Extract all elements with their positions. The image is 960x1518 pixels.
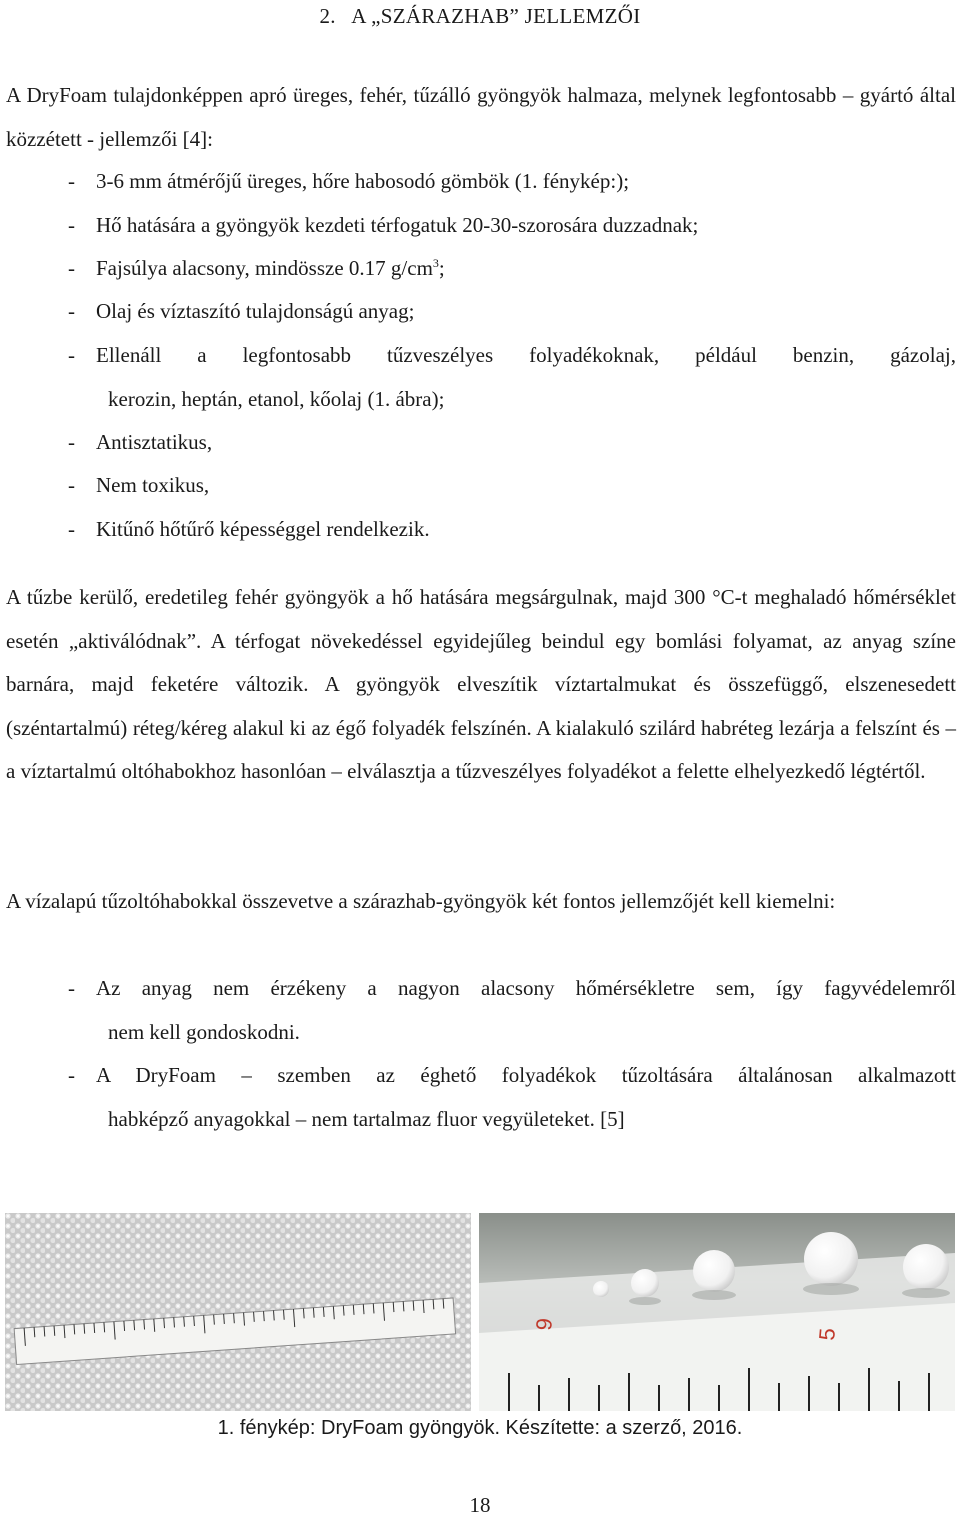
ruler-beads-image bbox=[479, 1213, 955, 1411]
foam-beads-photo bbox=[5, 1213, 471, 1411]
ruler-label: 9 bbox=[531, 1317, 558, 1332]
photo-caption: 1. fénykép: DryFoam gyöngyök. Készítette: a szerző, 2016. bbox=[217, 1417, 743, 1439]
bead-size-comparison-photo bbox=[479, 1213, 955, 1411]
ruler-label: 5 bbox=[814, 1327, 841, 1342]
section-heading: 2. A „SZÁRAZHAB” JELLEMZŐI bbox=[319, 4, 641, 28]
list-item: - Fajsúlya alacsony, mindössze 0.17 $g/cm^3$; bbox=[68, 256, 445, 280]
photo-figure bbox=[5, 1213, 955, 1411]
list-item: - Kitűnő hőtűrő képességgel rendelkezik. bbox=[68, 517, 430, 541]
list-item: - Hő hatására a gyöngyök kezdeti térfogatuk 20-30-szorosára duzzadnak; bbox=[68, 213, 699, 237]
list-item: - Az anyag nem érzékeny a nagyon alacsony hőmérsékletre sem, így fagyvédelemről nem kell gondoskodni. bbox=[68, 976, 956, 1044]
list-item: - Antisztatikus, bbox=[68, 430, 213, 454]
intro-paragraph: A DryFoam tulajdonképpen apró üreges, fehér, tűzálló gyöngyök halmaza, melynek legfontosabb – gyártó által közzétett - jellemzői [4]: bbox=[6, 83, 956, 151]
list-item: - 3-6 mm átmérőjű üreges, hőre habosodó gömbök (1. fénykép:); bbox=[68, 169, 630, 193]
body-paragraph: A tűzbe kerülő, eredetileg fehér gyöngyök a hő hatására megsárgulnak, majd 300 °C-t meghaladó hőmérséklet esetén „aktiválódnak”. A térfogat növekedéssel egyidejűleg beindul egy bomlási folyamat, az anyag színe barnára, majd feketére változik. A gyöngyök elveszítik víztartalmukat és összefüggő, elszenesedett (széntartalmú) réteg/kéreg alakul ki az égő folyadék felszínén. A kialakuló szilárd habréteg lezárja a felszínt és – a víztartalmú oltóhabokhoz hasonlóan – elválasztja a tűzveszélyes folyadékot a felette elhelyezkedő légtértől. bbox=[6, 585, 956, 783]
beads-ruler-image bbox=[5, 1213, 471, 1411]
list-item: - Ellenáll a legfontosabb tűzveszélyes folyadékoknak, például benzin, gázolaj, kerozin, heptán, etanol, kőolaj (1. ábra); bbox=[68, 343, 956, 411]
superscript: 3 bbox=[432, 256, 439, 270]
body-paragraph: A vízalapú tűzoltóhabokkal összevetve a szárazhab-gyöngyök két fontos jellemzőjét kell kiemelni: bbox=[6, 889, 836, 913]
list-item: - Olaj és víztaszító tulajdonságú anyag; bbox=[68, 299, 415, 323]
list-item: - Nem toxikus, bbox=[68, 473, 210, 497]
list-item: - A DryFoam – szemben az éghető folyadékok tűzoltására általánosan alkalmazott habképző anyagokkal – nem tartalmaz fluor vegyületeket. [5] bbox=[68, 1063, 956, 1131]
page-number: 18 bbox=[469, 1493, 491, 1517]
